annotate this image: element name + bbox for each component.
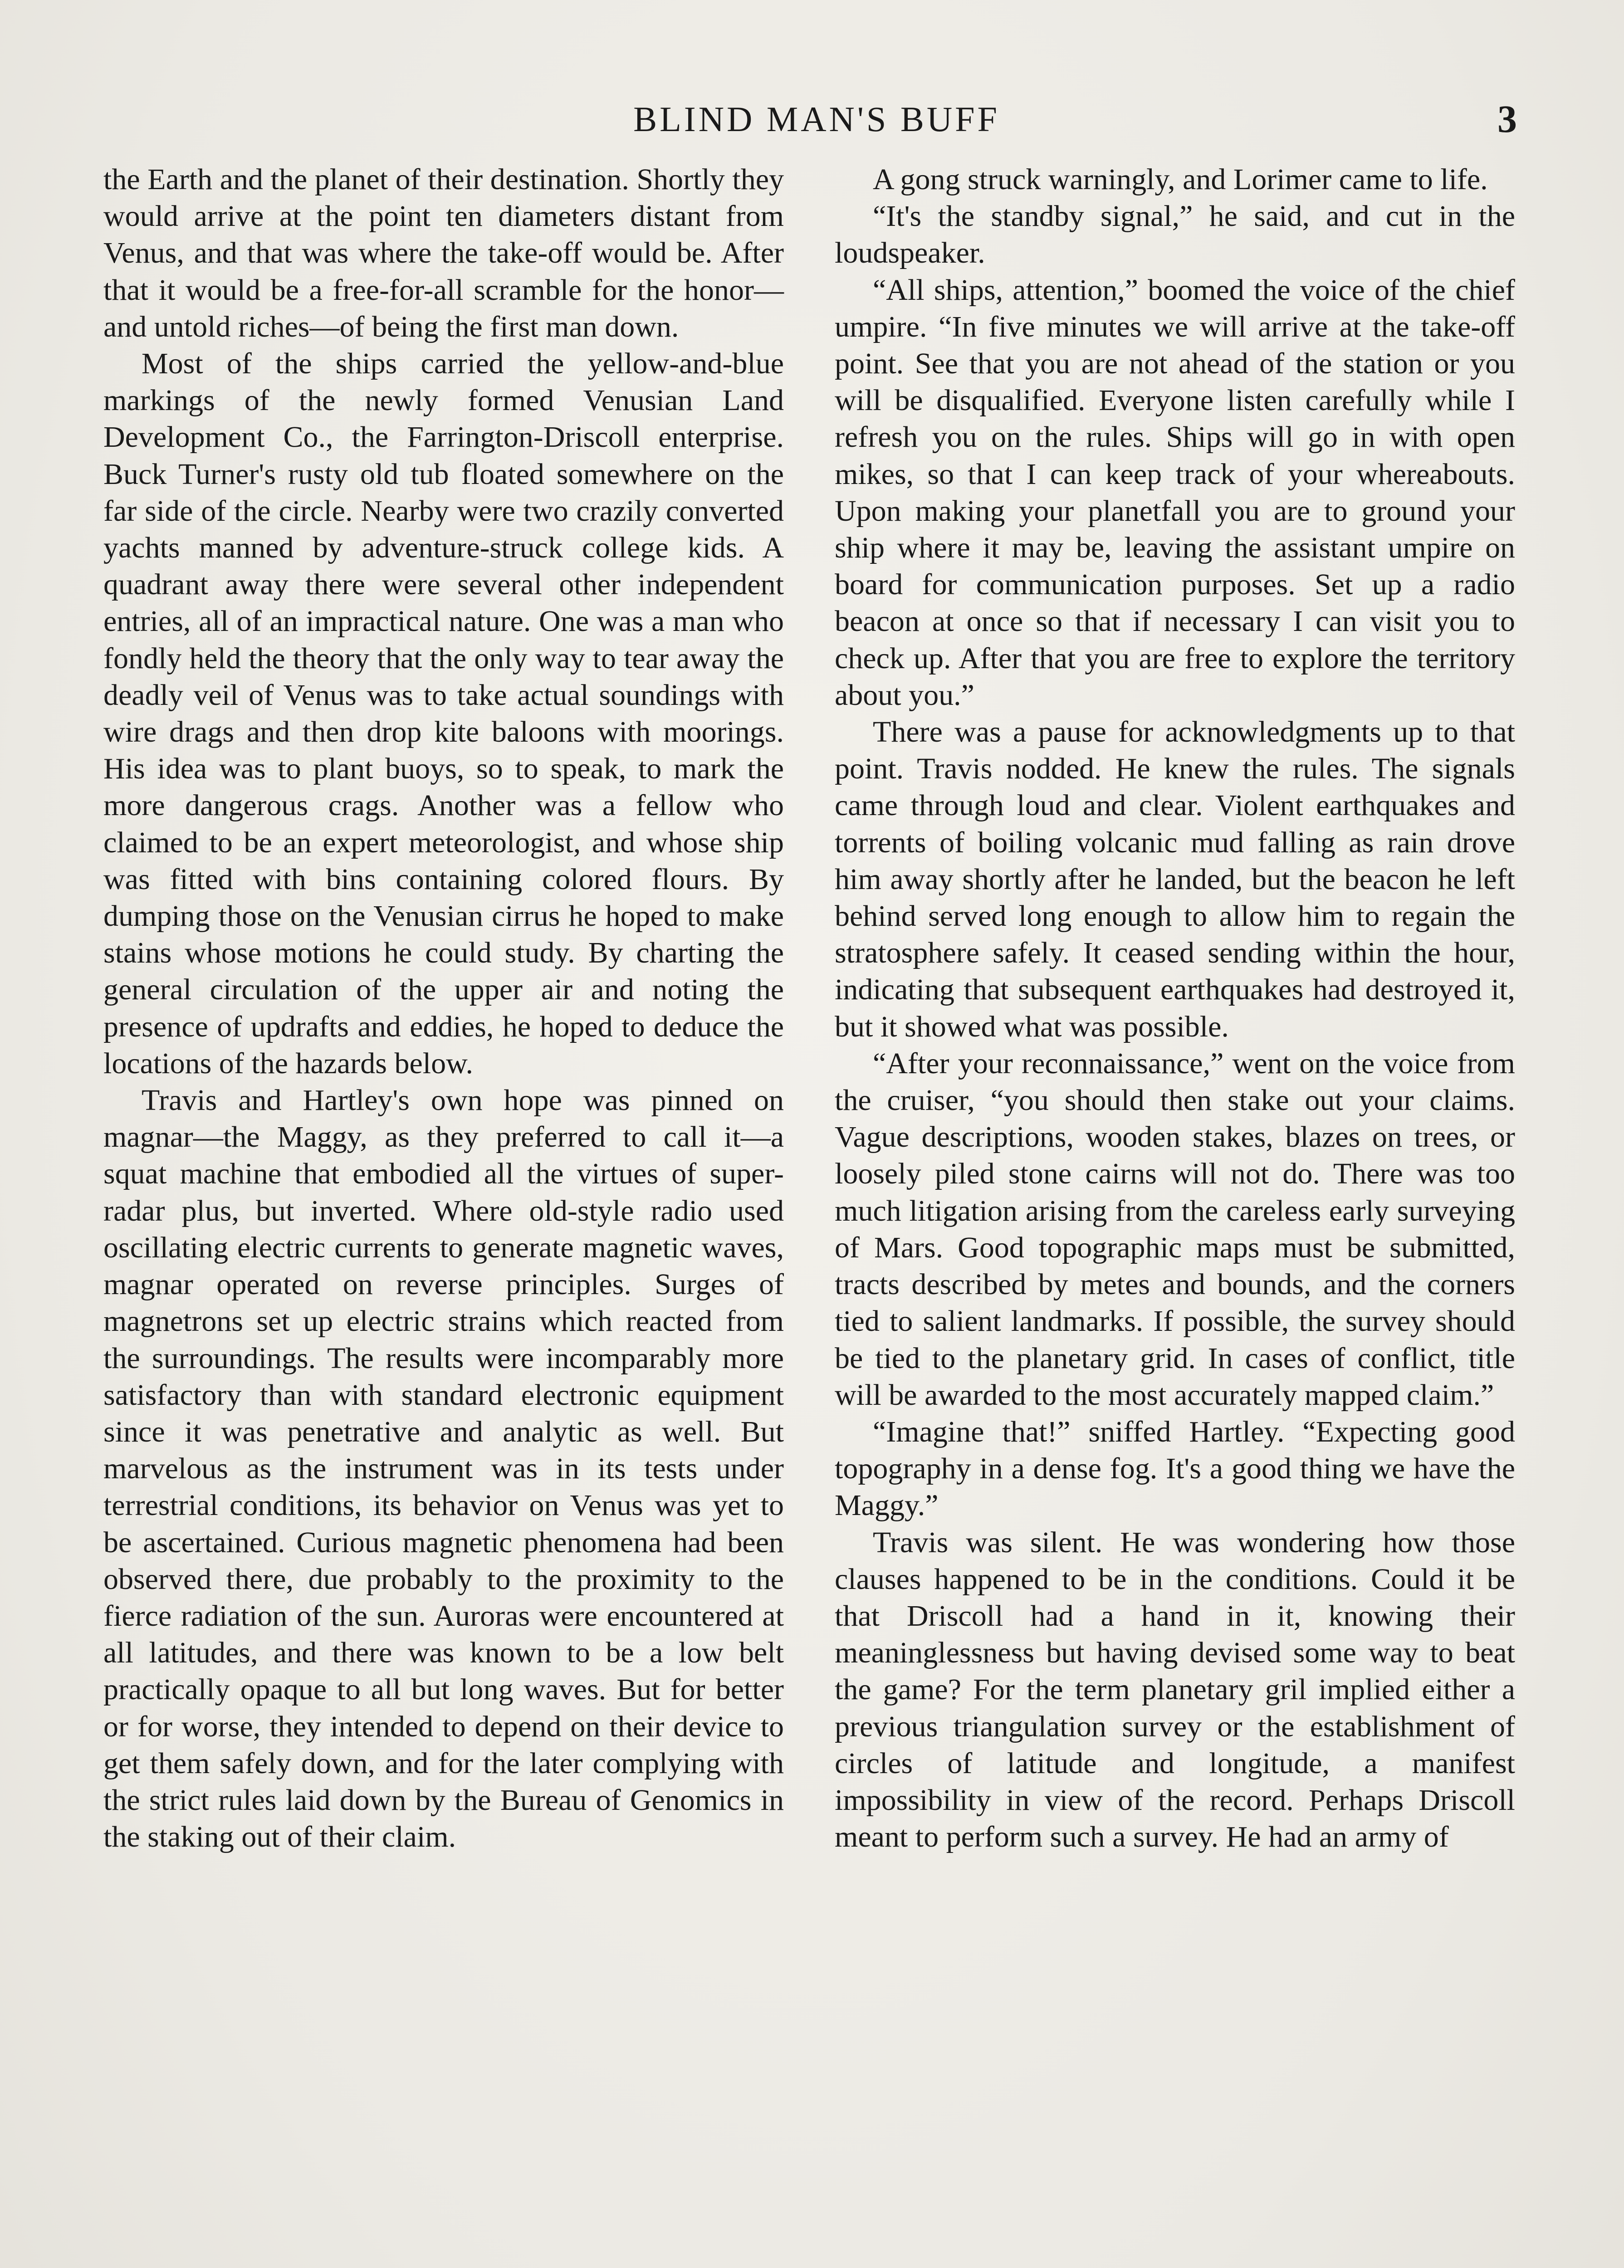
- paragraph: Travis and Hartley's own hope was pinned on magnar—the Maggy, as they preferred to call it—a squat machine that embodied all the virtues of super-radar plus, but inverted. Where old-style radio used oscillating electric currents to generate magnetic waves, magnar operated on reverse principles. Surges of magnetrons set up electric strains which reacted from the surroundings. The results were incomparably more satisfactory than with standard electronic equipment since it was penetrative and analytic as well. But marvelous as the instrument was in its tests under terrestrial conditions, its behavior on Venus was yet to be ascertained. Curious magnetic phenomena had been observed there, due probably to the proximity to the fierce radiation of the sun. Auroras were encountered at all latitudes, and there was known to be a low belt practically opaque to all but long waves. But for better or for worse, they intended to depend on their device to get them safely down, and for the later complying with the strict rules laid down by the Bureau of Genomics in the staking out of their claim.: [103, 1084, 784, 1854]
- paragraph: “It's the standby signal,” he said, and cut in the loudspeaker.: [835, 200, 1515, 270]
- running-title: BLIND MAN'S BUFF: [633, 99, 1000, 139]
- paragraph: Most of the ships carried the yellow-and-blue markings of the newly formed Venusian Land Development Co., the Farrington-Driscoll enterprise. Buck Turner's rusty old tub floated somewhere on the far side of the circle. Nearby were two crazily converted yachts manned by adventure-struck college kids. A quadrant away there were several other independent entries, all of an impractical nature. One was a man who fondly held the theory that the only way to tear away the deadly veil of Venus was to take actual soundings with wire drags and then drop kite baloons with moorings. His idea was to plant buoys, so to speak, to mark the more dangerous crags. Another was a fellow who claimed to be an expert meteorologist, and whose ship was fitted with bins containing colored flours. By dumping those on the Venusian cirrus he hoped to make stains whose motions he could study. By charting the general circulation of the upper air and noting the presence of updrafts and eddies, he hoped to deduce the locations of the hazards below.: [103, 347, 784, 1080]
- paragraph: “After your reconnaissance,” went on the voice from the cruiser, “you should then stake out your claims. Vague descriptions, wooden stakes, blazes on trees, or loosely piled stone cairns will not do. There was too much litigation arising from the careless early surveying of Mars. Good topographic maps must be submitted, tracts described by metes and bounds, and the corners tied to salient landmarks. If possible, the survey should be tied to the planetary grid. In cases of conflict, title will be awarded to the most accurately mapped claim.”: [835, 1046, 1515, 1412]
- paragraph: “All ships, attention,” boomed the voice of the chief umpire. “In five minutes we will arrive at the take-off point. See that you are not ahead of the station or you will be disqualified. Everyone listen carefully while I refresh you on the rules. Ships will go in with open mikes, so that I can keep track of your whereabouts. Upon making your planetfall you are to ground your ship where it may be, leaving the assistant umpire on board for communication purposes. Set up a radio beacon at once so that if necessary I can visit you to check up. After that you are free to explore the territory about you.”: [835, 273, 1515, 712]
- paragraph: There was a pause for acknowledgments up to that point. Travis nodded. He knew the rules. The signals came through loud and clear. Violent earthquakes and torrents of boiling volcanic mud falling as rain drove him away shortly after he landed, but the beacon he left behind served long enough to allow him to regain the stratosphere safely. It ceased sending within the hour, indicating that subsequent earthquakes had destroyed it, but it showed what was possible.: [835, 715, 1515, 1043]
- left-text-column: [103, 161, 784, 1855]
- paragraph: A gong struck warningly, and Lorimer came to life.: [873, 163, 1488, 196]
- right-text-column: [835, 161, 1515, 1855]
- page-number: 3: [1497, 97, 1517, 141]
- paragraph: Travis was silent. He was wondering how those clauses happened to be in the conditions. Could it be that Driscoll had a hand in it, knowing their meaninglessness but having devised some way to beat the game? For the term planetary gril implied either a previous triangulation survey or the establishment of circles of latitude and longitude, a manifest impossibility in view of the record. Perhaps Driscoll meant to perform such a survey. He had an army of: [835, 1525, 1515, 1854]
- paragraph: “Imagine that!” sniffed Hartley. “Expecting good topography in a dense fog. It's a good thing we have the Maggy.”: [835, 1415, 1515, 1522]
- paragraph: the Earth and the planet of their destination. Shortly they would arrive at the point ten diameters distant from Venus, and that was where the take-off would be. After that it would be a free-for-all scramble for the honor—and untold riches—of being the first man down.: [103, 163, 784, 343]
